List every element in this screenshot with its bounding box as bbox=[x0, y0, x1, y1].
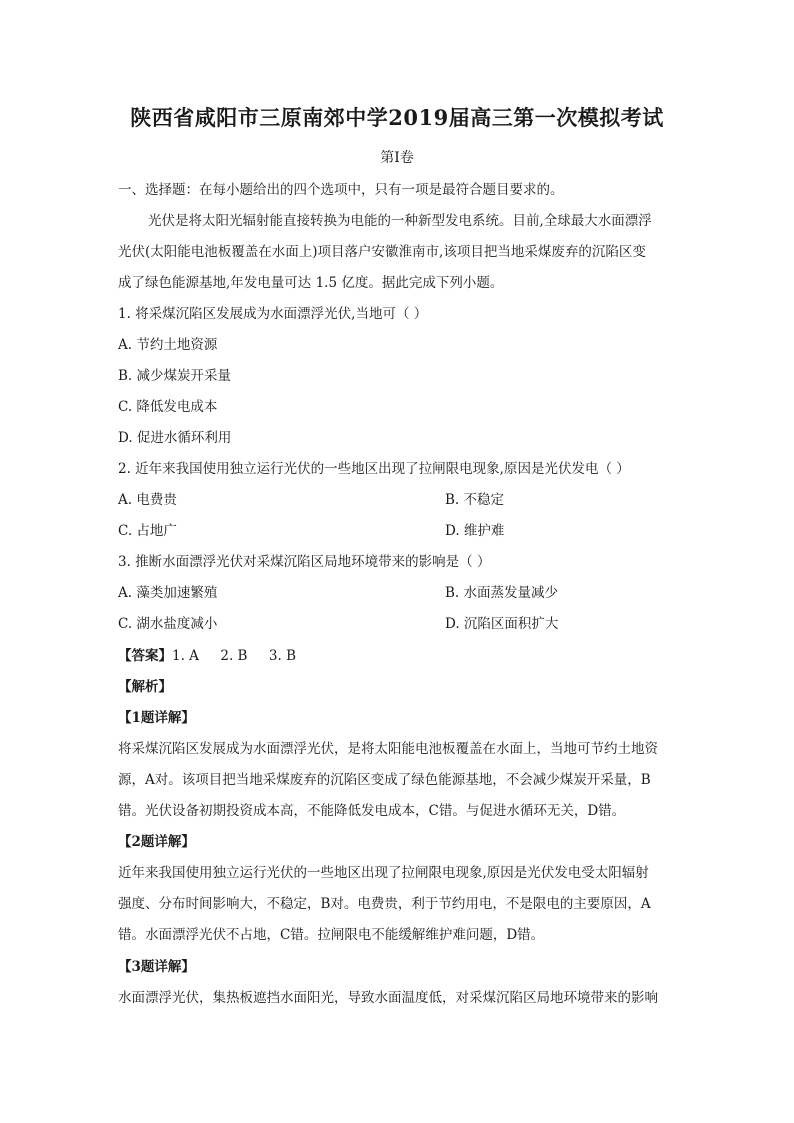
question-option: C. 占地广 bbox=[118, 523, 177, 539]
analysis-heading: 【3题详解】 bbox=[118, 959, 195, 975]
analysis-heading: 【2题详解】 bbox=[118, 834, 195, 850]
question-option: A. 节约土地资源 bbox=[118, 337, 218, 353]
analysis-text: 错。光伏设备初期投资成本高，不能降低发电成本，C错。与促进水循环无关，D错。 bbox=[118, 803, 626, 819]
document-title: 陕西省咸阳市三原南郊中学2019届高三第一次模拟考试 bbox=[130, 105, 664, 130]
question-option: C. 湖水盐度减小 bbox=[118, 616, 218, 632]
analysis-text: 源，A对。该项目把当地采煤废弃的沉陷区变成了绿色能源基地，不会减少煤炭开采量，B bbox=[118, 772, 651, 788]
question-option: A. 藻类加速繁殖 bbox=[118, 585, 218, 601]
passage-line: 光伏(太阳能电池板覆盖在水面上)项目落户安徽淮南市,该项目把当地采煤废弃的沉陷区变 bbox=[118, 244, 646, 260]
question-option: D. 维护难 bbox=[445, 523, 505, 539]
analysis-text: 错。水面漂浮光伏不占地，C错。拉闸限电不能缓解维护难问题，D错。 bbox=[118, 927, 545, 943]
analysis-text: 将采煤沉陷区发展成为水面漂浮光伏，是将太阳能电池板覆盖在水面上，当地可节约土地资 bbox=[118, 741, 658, 757]
section-heading: 一、选择题：在每小题给出的四个选项中，只有一项是最符合题目要求的。 bbox=[118, 182, 564, 198]
question-stem: 1. 将采煤沉陷区发展成为水面漂浮光伏,当地可（ ） bbox=[118, 306, 428, 322]
analysis-text: 强度、分布时间影响大，不稳定，B对。电费贵，利于节约用电，不是限电的主要原因，A bbox=[118, 896, 651, 912]
passage-line: 成了绿色能源基地,年发电量可达 1.5 亿度。据此完成下列小题。 bbox=[118, 275, 504, 291]
answer-line bbox=[118, 644, 296, 664]
question-option: B. 减少煤炭开采量 bbox=[118, 368, 232, 384]
volume-label: 第Ⅰ卷 bbox=[380, 150, 414, 166]
question-option: C. 降低发电成本 bbox=[118, 399, 218, 415]
question-stem: 3. 推断水面漂浮光伏对采煤沉陷区局地环境带来的影响是（ ） bbox=[118, 554, 491, 570]
question-option: D. 促进水循环利用 bbox=[118, 430, 232, 446]
analysis-label: 【解析】 bbox=[118, 679, 172, 695]
question-option: A. 电费贵 bbox=[118, 492, 177, 508]
question-option: B. 水面蒸发量减少 bbox=[445, 585, 559, 601]
analysis-text: 水面漂浮光伏，集热板遮挡水面阳光，导致水面温度低，对采煤沉陷区局地环境带来的影响 bbox=[118, 990, 658, 1006]
question-option: D. 沉陷区面积扩大 bbox=[445, 616, 559, 632]
answer-label: 【答案】 bbox=[118, 648, 172, 664]
question-option: B. 不稳定 bbox=[445, 492, 505, 508]
passage-line: 光伏是将太阳光辐射能直接转换为电能的一种新型发电系统。目前,全球最大水面漂浮 bbox=[148, 213, 652, 229]
answer-text: 1. A 2. B 3. B bbox=[172, 648, 297, 664]
analysis-text: 近年来我国使用独立运行光伏的一些地区出现了拉闸限电现象,原因是光伏发电受太阳辐射 bbox=[118, 865, 649, 881]
question-stem: 2. 近年来我国使用独立运行光伏的一些地区出现了拉闸限电现象,原因是光伏发电（ ） bbox=[118, 461, 630, 477]
analysis-heading: 【1题详解】 bbox=[118, 710, 195, 726]
